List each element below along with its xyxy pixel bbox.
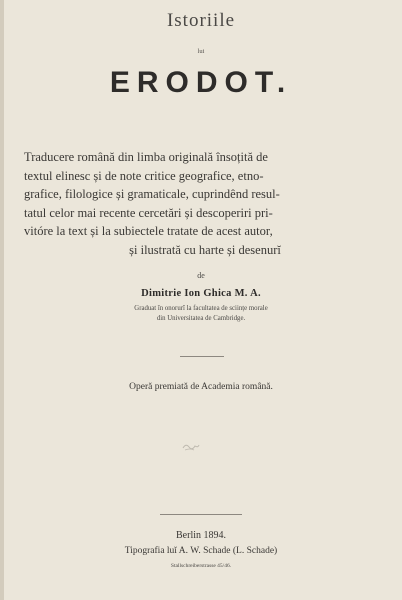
by-label: de: [197, 271, 205, 280]
printer-line: Tipografia luĭ A. W. Schade (L. Schade): [124, 546, 278, 556]
description-line: și ilustrată cu harte și desenurĭ: [129, 242, 281, 257]
description-line: grafice, filologice și gramaticale, cuprindênd resul-: [24, 187, 280, 201]
translator-name: Dimitrie Ion Ghica M. A.: [141, 288, 261, 299]
description-line: tatul celor mai recente cercetări și descoperiri pri-: [24, 205, 273, 220]
translator-credentials: [0, 304, 402, 323]
book-title: Istoriile: [166, 10, 236, 31]
divider-rule: [180, 356, 224, 357]
credentials-line: Graduat în onorurĭ la facultatea de sciințe morale: [134, 305, 268, 312]
place-and-year: Berlin 1894.: [176, 530, 226, 541]
printer-address: Stallschreiberstrasse 45/46.: [170, 563, 232, 569]
credentials-line: din Universitatea de Cambridge.: [156, 314, 246, 322]
book-author-title: ERODOT.: [109, 66, 293, 99]
description-line: textul elinesc și de note critice geografice, etno-: [24, 168, 264, 183]
description-line: vitóre la text și la subiectele tratate de acest autor,: [24, 224, 273, 238]
divider-rule: [160, 514, 242, 515]
award-note: Operă premiată de Academia română.: [129, 382, 273, 392]
description-line: Traducere română din limba originală însoțită de: [24, 150, 268, 164]
ink-smudge: [182, 442, 200, 452]
book-description: [24, 148, 386, 259]
title-connector: lui: [197, 48, 205, 55]
